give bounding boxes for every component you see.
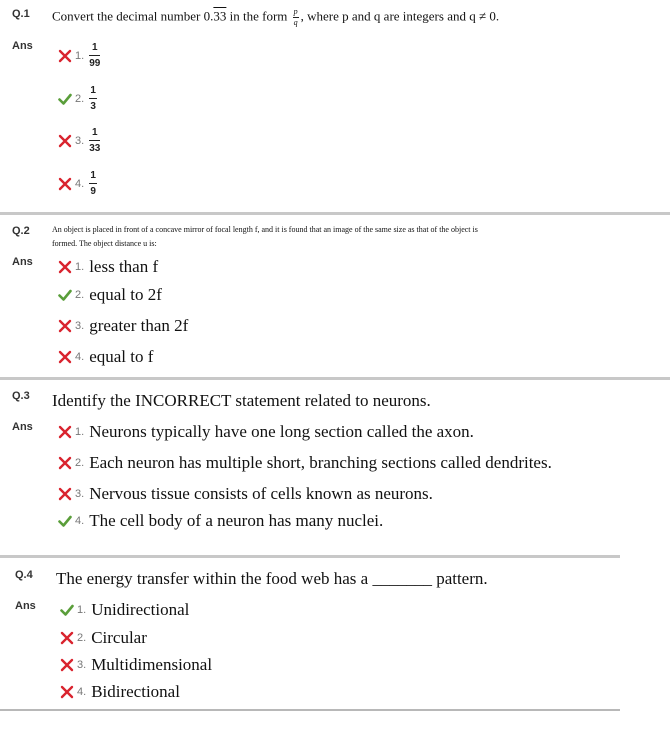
question-text: Convert the decimal number 0.33 in the form $\frac{p}{q}$ , where p and q are integers and q ≠ 0. — [52, 7, 500, 27]
check-icon — [58, 288, 72, 302]
answer-label: Ans — [12, 421, 33, 433]
option-1[interactable]: 1. $\frac{1}{99}$ — [58, 42, 100, 69]
cross-icon — [60, 631, 74, 645]
option-fraction: $\frac{1}{33}$ — [89, 127, 101, 154]
cross-icon — [58, 319, 72, 333]
option-3[interactable]: 3. $\frac{1}{33}$ — [58, 127, 100, 154]
option-3[interactable]: 3. Multidimensional — [60, 655, 212, 675]
option-1[interactable]: 1. Unidirectional — [60, 600, 189, 620]
question-text: Identify the INCORRECT statement related to neurons. — [52, 391, 431, 410]
cross-icon — [58, 425, 72, 439]
cross-icon — [58, 350, 72, 364]
option-fraction: $\frac{1}{99}$ — [89, 42, 101, 69]
cross-icon — [58, 134, 72, 148]
option-fraction: $\frac{1}{3}$ — [90, 85, 96, 112]
option-2[interactable]: 2. equal to 2f — [58, 285, 162, 305]
option-2[interactable]: 2. Each neuron has multiple short, branching sections called dendrites. — [58, 453, 552, 473]
check-icon — [58, 514, 72, 528]
option-3[interactable]: 3. Nervous tissue consists of cells known as neurons. — [58, 484, 433, 504]
cross-icon — [58, 49, 72, 63]
cross-icon — [60, 658, 74, 672]
question-text: An object is placed in front of a concave mirror of focal length f, and it is found that an image of the same size as that of the object is formed. The object distance u is: — [52, 225, 478, 248]
question-number: Q.4 — [15, 569, 33, 581]
option-4[interactable]: 4. The cell body of a neuron has many nuclei. — [58, 511, 383, 531]
form-fraction: $\frac{p}{q}$ — [293, 7, 298, 27]
option-3[interactable]: 3. greater than 2f — [58, 316, 188, 336]
cross-icon — [58, 177, 72, 191]
question-number: Q.3 — [12, 390, 30, 402]
question-number: Q.2 — [12, 225, 30, 237]
option-2[interactable]: 2. Circular — [60, 628, 147, 648]
answer-label: Ans — [15, 600, 36, 612]
divider — [0, 555, 620, 558]
option-4[interactable]: 4. equal to f — [58, 347, 153, 367]
check-icon — [58, 92, 72, 106]
option-1[interactable]: 1. less than f — [58, 257, 158, 277]
divider — [0, 212, 670, 215]
option-fraction: $\frac{1}{9}$ — [90, 170, 96, 197]
cross-icon — [58, 260, 72, 274]
divider — [0, 709, 620, 711]
question-number: Q.1 — [12, 8, 30, 20]
cross-icon — [58, 487, 72, 501]
cross-icon — [58, 456, 72, 470]
answer-label: Ans — [12, 40, 33, 52]
cross-icon — [60, 685, 74, 699]
answer-label: Ans — [12, 256, 33, 268]
option-4[interactable]: 4. $\frac{1}{9}$ — [58, 170, 97, 197]
option-4[interactable]: 4. Bidirectional — [60, 682, 180, 702]
question-text: The energy transfer within the food web has a _______ pattern. — [56, 569, 488, 588]
option-2[interactable]: 2. $\frac{1}{3}$ — [58, 85, 97, 112]
option-1[interactable]: 1. Neurons typically have one long section called the axon. — [58, 422, 474, 442]
check-icon — [60, 603, 74, 617]
divider — [0, 377, 670, 380]
